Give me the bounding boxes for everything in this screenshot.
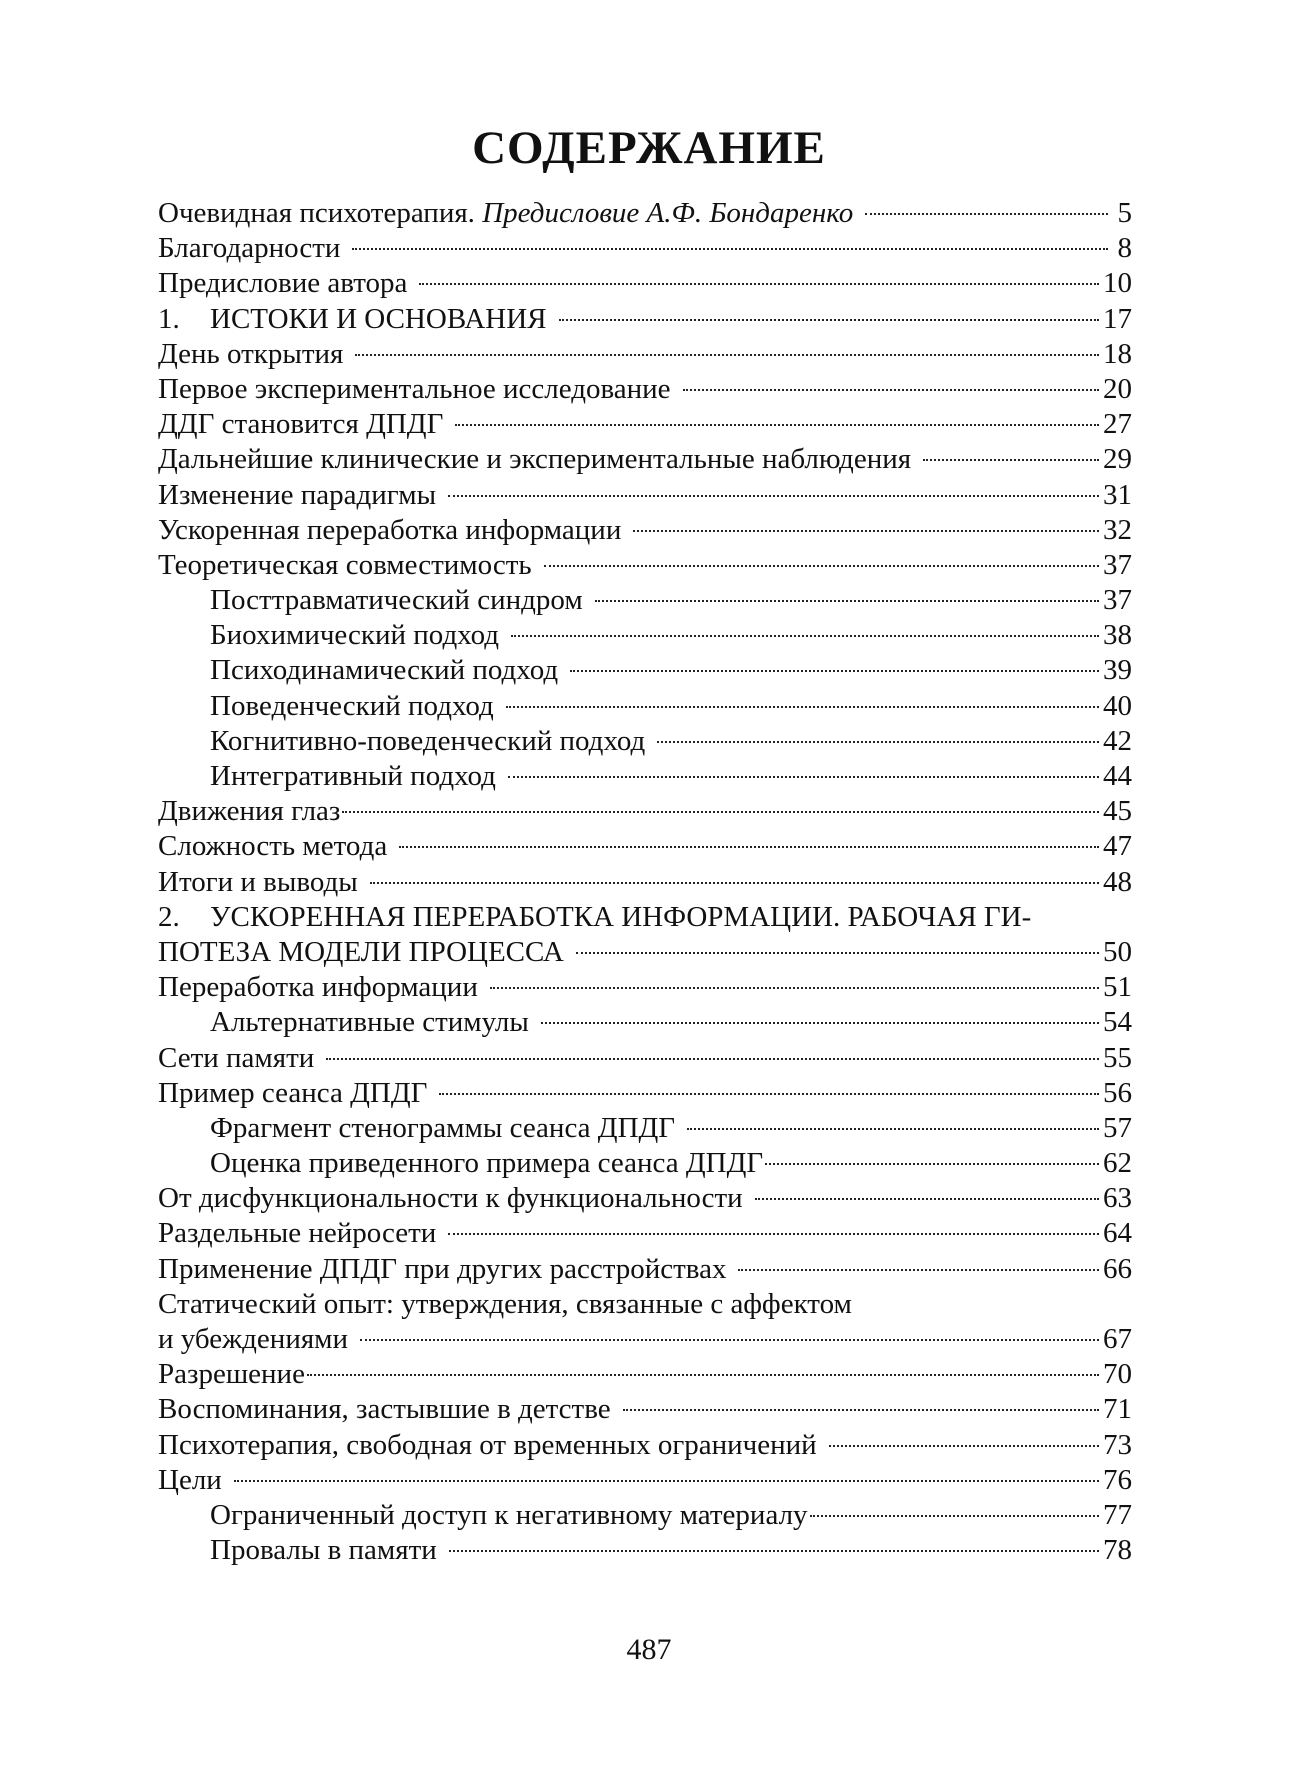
toc-entry-title: День открытия [158, 337, 344, 370]
dot-leader [326, 1058, 1099, 1060]
toc-entry-page: 44 [1103, 760, 1132, 792]
toc-subentry-title: Психодинамический подход [210, 654, 559, 687]
toc-entry-page: 8 [1117, 232, 1132, 265]
toc-entry-title: Предисловие автора [158, 267, 408, 300]
toc-entry [158, 829, 1132, 864]
toc-entry-page: 70 [1103, 1358, 1132, 1391]
toc-entry-title: Статический опыт: утверждения, связанные с аффектом [158, 1287, 852, 1320]
toc-subentry-title: Поведенческий подход [210, 689, 494, 722]
toc-entry [158, 442, 1132, 477]
toc-entry-page: 51 [1103, 971, 1132, 1004]
toc-entry-title: Разрешение [158, 1358, 305, 1391]
toc-entry-title: и убеждениями [158, 1323, 349, 1355]
page-number: 487 [626, 1633, 672, 1666]
toc-entry-page: 73 [1103, 1428, 1132, 1461]
toc-entry-title: Итоги и выводы [158, 865, 358, 898]
toc-chapter [158, 900, 1132, 935]
toc-entry-page: 47 [1103, 830, 1132, 863]
toc-entry-title-italic: Предисловие А.Ф. Бондаренко [482, 197, 854, 229]
page-title: СОДЕРЖАНИЕ [472, 122, 826, 174]
toc-subentry [158, 689, 1132, 724]
toc-entry-title-text: Очевидная психотерапия. [158, 197, 483, 229]
toc-entry-title: Первое экспериментальное исследование [158, 372, 671, 405]
toc-subentry [158, 1498, 1132, 1533]
toc-entry-title: Пример сеанса ДПДГ [158, 1076, 428, 1109]
toc-entry [158, 1463, 1132, 1498]
dot-leader [595, 600, 1099, 602]
toc-subentry-title: Ограниченный доступ к негативному материалу [210, 1498, 808, 1531]
dot-leader [455, 424, 1099, 426]
toc-entry-title: Дальнейшие клинические и экспериментальные наблюдения [158, 443, 912, 476]
toc-entry-page: 10 [1103, 267, 1132, 300]
toc-subentry [158, 1146, 1132, 1181]
toc-entry [158, 513, 1132, 548]
dot-leader [370, 882, 1099, 884]
toc-entry-page: 27 [1103, 408, 1132, 441]
dot-leader [687, 1128, 1099, 1130]
dot-leader [865, 213, 1108, 215]
toc-chapter-title [158, 900, 1031, 935]
toc-entry [158, 231, 1132, 266]
toc-entry [158, 1287, 1132, 1322]
toc-entry-page: 37 [1103, 584, 1132, 617]
toc-entry-page: 17 [1103, 302, 1132, 335]
toc-entry-page: 50 [1103, 935, 1132, 968]
dot-leader [541, 1022, 1099, 1024]
toc-entry [158, 1392, 1132, 1427]
dot-leader [755, 1198, 1099, 1200]
toc-entry [158, 266, 1132, 301]
toc-entry-page: 40 [1103, 689, 1132, 722]
dot-leader [576, 952, 1099, 954]
toc-subentry-title: Биохимический подход [210, 619, 500, 652]
dot-leader [307, 1374, 1099, 1376]
dot-leader [342, 811, 1099, 813]
toc-chapter-title: ПОТЕЗА МОДЕЛИ ПРОЦЕССА [158, 935, 564, 968]
toc-entry-title: Сети памяти [158, 1041, 315, 1074]
dot-leader [399, 846, 1099, 848]
dot-leader [490, 987, 1099, 989]
toc-entry-page: 54 [1103, 1006, 1132, 1039]
toc-entry-page: 71 [1103, 1393, 1132, 1426]
toc-entry-title: Воспоминания, застывшие в детстве [158, 1393, 611, 1426]
toc-subentry-title: Фрагмент стенограммы сеанса ДПДГ [210, 1111, 676, 1144]
toc-subentry [158, 1533, 1132, 1568]
dot-leader [657, 741, 1099, 743]
toc-entry-page: 56 [1103, 1076, 1132, 1109]
toc-entry-title: Теоретическая совместимость [158, 548, 532, 581]
toc-entry-page: 20 [1103, 372, 1132, 405]
toc-chapter-title [158, 302, 547, 337]
toc-entry-page: 62 [1103, 1147, 1132, 1180]
toc-entry-title: Переработка информации [158, 971, 478, 1004]
toc-entry-title: Изменение парадигмы [158, 478, 437, 511]
toc-entry-page: 31 [1103, 478, 1132, 511]
toc-subentry [158, 759, 1132, 794]
toc-entry-page: 37 [1103, 548, 1132, 581]
toc-entry-page: 45 [1103, 795, 1132, 828]
dot-leader [360, 1339, 1099, 1341]
toc-entry [158, 1076, 1132, 1111]
toc-entry [158, 478, 1132, 513]
dot-leader [810, 1515, 1099, 1517]
toc-entry [158, 1181, 1132, 1216]
toc-entry [158, 1428, 1132, 1463]
dot-leader [506, 706, 1099, 708]
dot-leader [738, 1269, 1099, 1271]
dot-leader [419, 283, 1099, 285]
dot-leader [448, 495, 1099, 497]
dot-leader [633, 530, 1099, 532]
toc-subentry [158, 724, 1132, 759]
toc-entry-title: Сложность метода [158, 830, 388, 863]
toc-entry-title: Ускоренная переработка информации [158, 513, 622, 546]
toc-entry [158, 372, 1132, 407]
toc-entry-page: 64 [1103, 1217, 1132, 1250]
toc-subentry [158, 653, 1132, 688]
toc-subentry-title: Когнитивно-поведенческий подход [210, 724, 646, 757]
toc-entry-title: Психотерапия, свободная от временных ограничений [158, 1428, 817, 1461]
toc-entry-page: 57 [1103, 1111, 1132, 1144]
dot-leader [559, 319, 1099, 321]
toc-entry [158, 196, 1132, 231]
toc-entry-page: 32 [1103, 513, 1132, 546]
dot-leader [439, 1093, 1099, 1095]
toc-subentry [158, 618, 1132, 653]
dot-leader [683, 389, 1099, 391]
dot-leader [570, 670, 1099, 672]
toc-entry-page: 76 [1103, 1463, 1132, 1496]
toc-entry-page: 63 [1103, 1182, 1132, 1215]
dot-leader [829, 1445, 1099, 1447]
toc-entry-page: 67 [1103, 1323, 1132, 1355]
toc-subentry-title: Посттравматический синдром [210, 584, 583, 617]
chapter-title-text: ИСТОКИ И ОСНОВАНИЯ [210, 302, 547, 335]
toc-subentry [158, 1005, 1132, 1040]
dot-leader [449, 1550, 1099, 1552]
dot-leader [234, 1480, 1099, 1482]
toc-entry [158, 1216, 1132, 1251]
toc-subentry [158, 583, 1132, 618]
toc-entry-page: 5 [1117, 197, 1132, 229]
toc-entry-title: ДДГ становится ДПДГ [158, 408, 444, 441]
toc-entry [158, 337, 1132, 372]
chapter-number: 1. [158, 302, 180, 335]
toc-entry-page: 38 [1103, 619, 1132, 652]
dot-leader [355, 354, 1099, 356]
toc-entry-continuation [158, 1322, 1132, 1357]
dot-leader [511, 635, 1099, 637]
chapter-title-text: УСКОРЕННАЯ ПЕРЕРАБОТКА ИНФОРМАЦИИ. РАБОЧАЯ ГИ- [210, 900, 1032, 933]
toc-entry-page: 29 [1103, 443, 1132, 476]
toc-entry-title: От дисфункциональности к функциональности [158, 1182, 743, 1215]
toc-entry-page: 55 [1103, 1041, 1132, 1074]
toc-entry-title: Движения глаз [158, 795, 341, 828]
toc-entry [158, 1252, 1132, 1287]
toc-entry [158, 865, 1132, 900]
table-of-contents [158, 196, 1132, 1568]
toc-subentry-title: Оценка приведенного примера сеанса ДПДГ [210, 1147, 764, 1180]
toc-entry [158, 1041, 1132, 1076]
dot-leader [544, 565, 1099, 567]
dot-leader [448, 1233, 1099, 1235]
toc-subentry [158, 1111, 1132, 1146]
toc-entry-page: 48 [1103, 865, 1132, 898]
toc-entry [158, 794, 1132, 829]
chapter-number: 2. [158, 900, 180, 933]
toc-entry-page: 18 [1103, 337, 1132, 370]
toc-entry-page: 77 [1103, 1498, 1132, 1531]
dot-leader [352, 248, 1108, 250]
toc-entry [158, 407, 1132, 442]
toc-subentry-title: Интегративный подход [210, 760, 496, 792]
dot-leader [623, 1409, 1099, 1411]
toc-chapter-continuation [158, 935, 1132, 970]
toc-entry [158, 1357, 1132, 1392]
toc-entry-title: Цели [158, 1463, 222, 1496]
toc-chapter [158, 302, 1132, 337]
toc-entry-title: Благодарности [158, 232, 341, 265]
toc-entry-page: 42 [1103, 724, 1132, 757]
toc-entry-title [158, 196, 853, 231]
toc-entry [158, 548, 1132, 583]
toc-entry-page: 78 [1103, 1534, 1132, 1567]
toc-entry-title: Применение ДПДГ при других расстройствах [158, 1252, 727, 1285]
toc-entry-title: Раздельные нейросети [158, 1217, 437, 1250]
dot-leader [923, 459, 1099, 461]
toc-entry-page: 39 [1103, 654, 1132, 687]
dot-leader [508, 776, 1099, 778]
toc-subentry-title: Провалы в памяти [210, 1534, 437, 1567]
toc-entry [158, 970, 1132, 1005]
toc-entry-page: 66 [1103, 1252, 1132, 1285]
toc-subentry-title: Альтернативные стимулы [210, 1006, 529, 1039]
dot-leader [765, 1163, 1099, 1165]
